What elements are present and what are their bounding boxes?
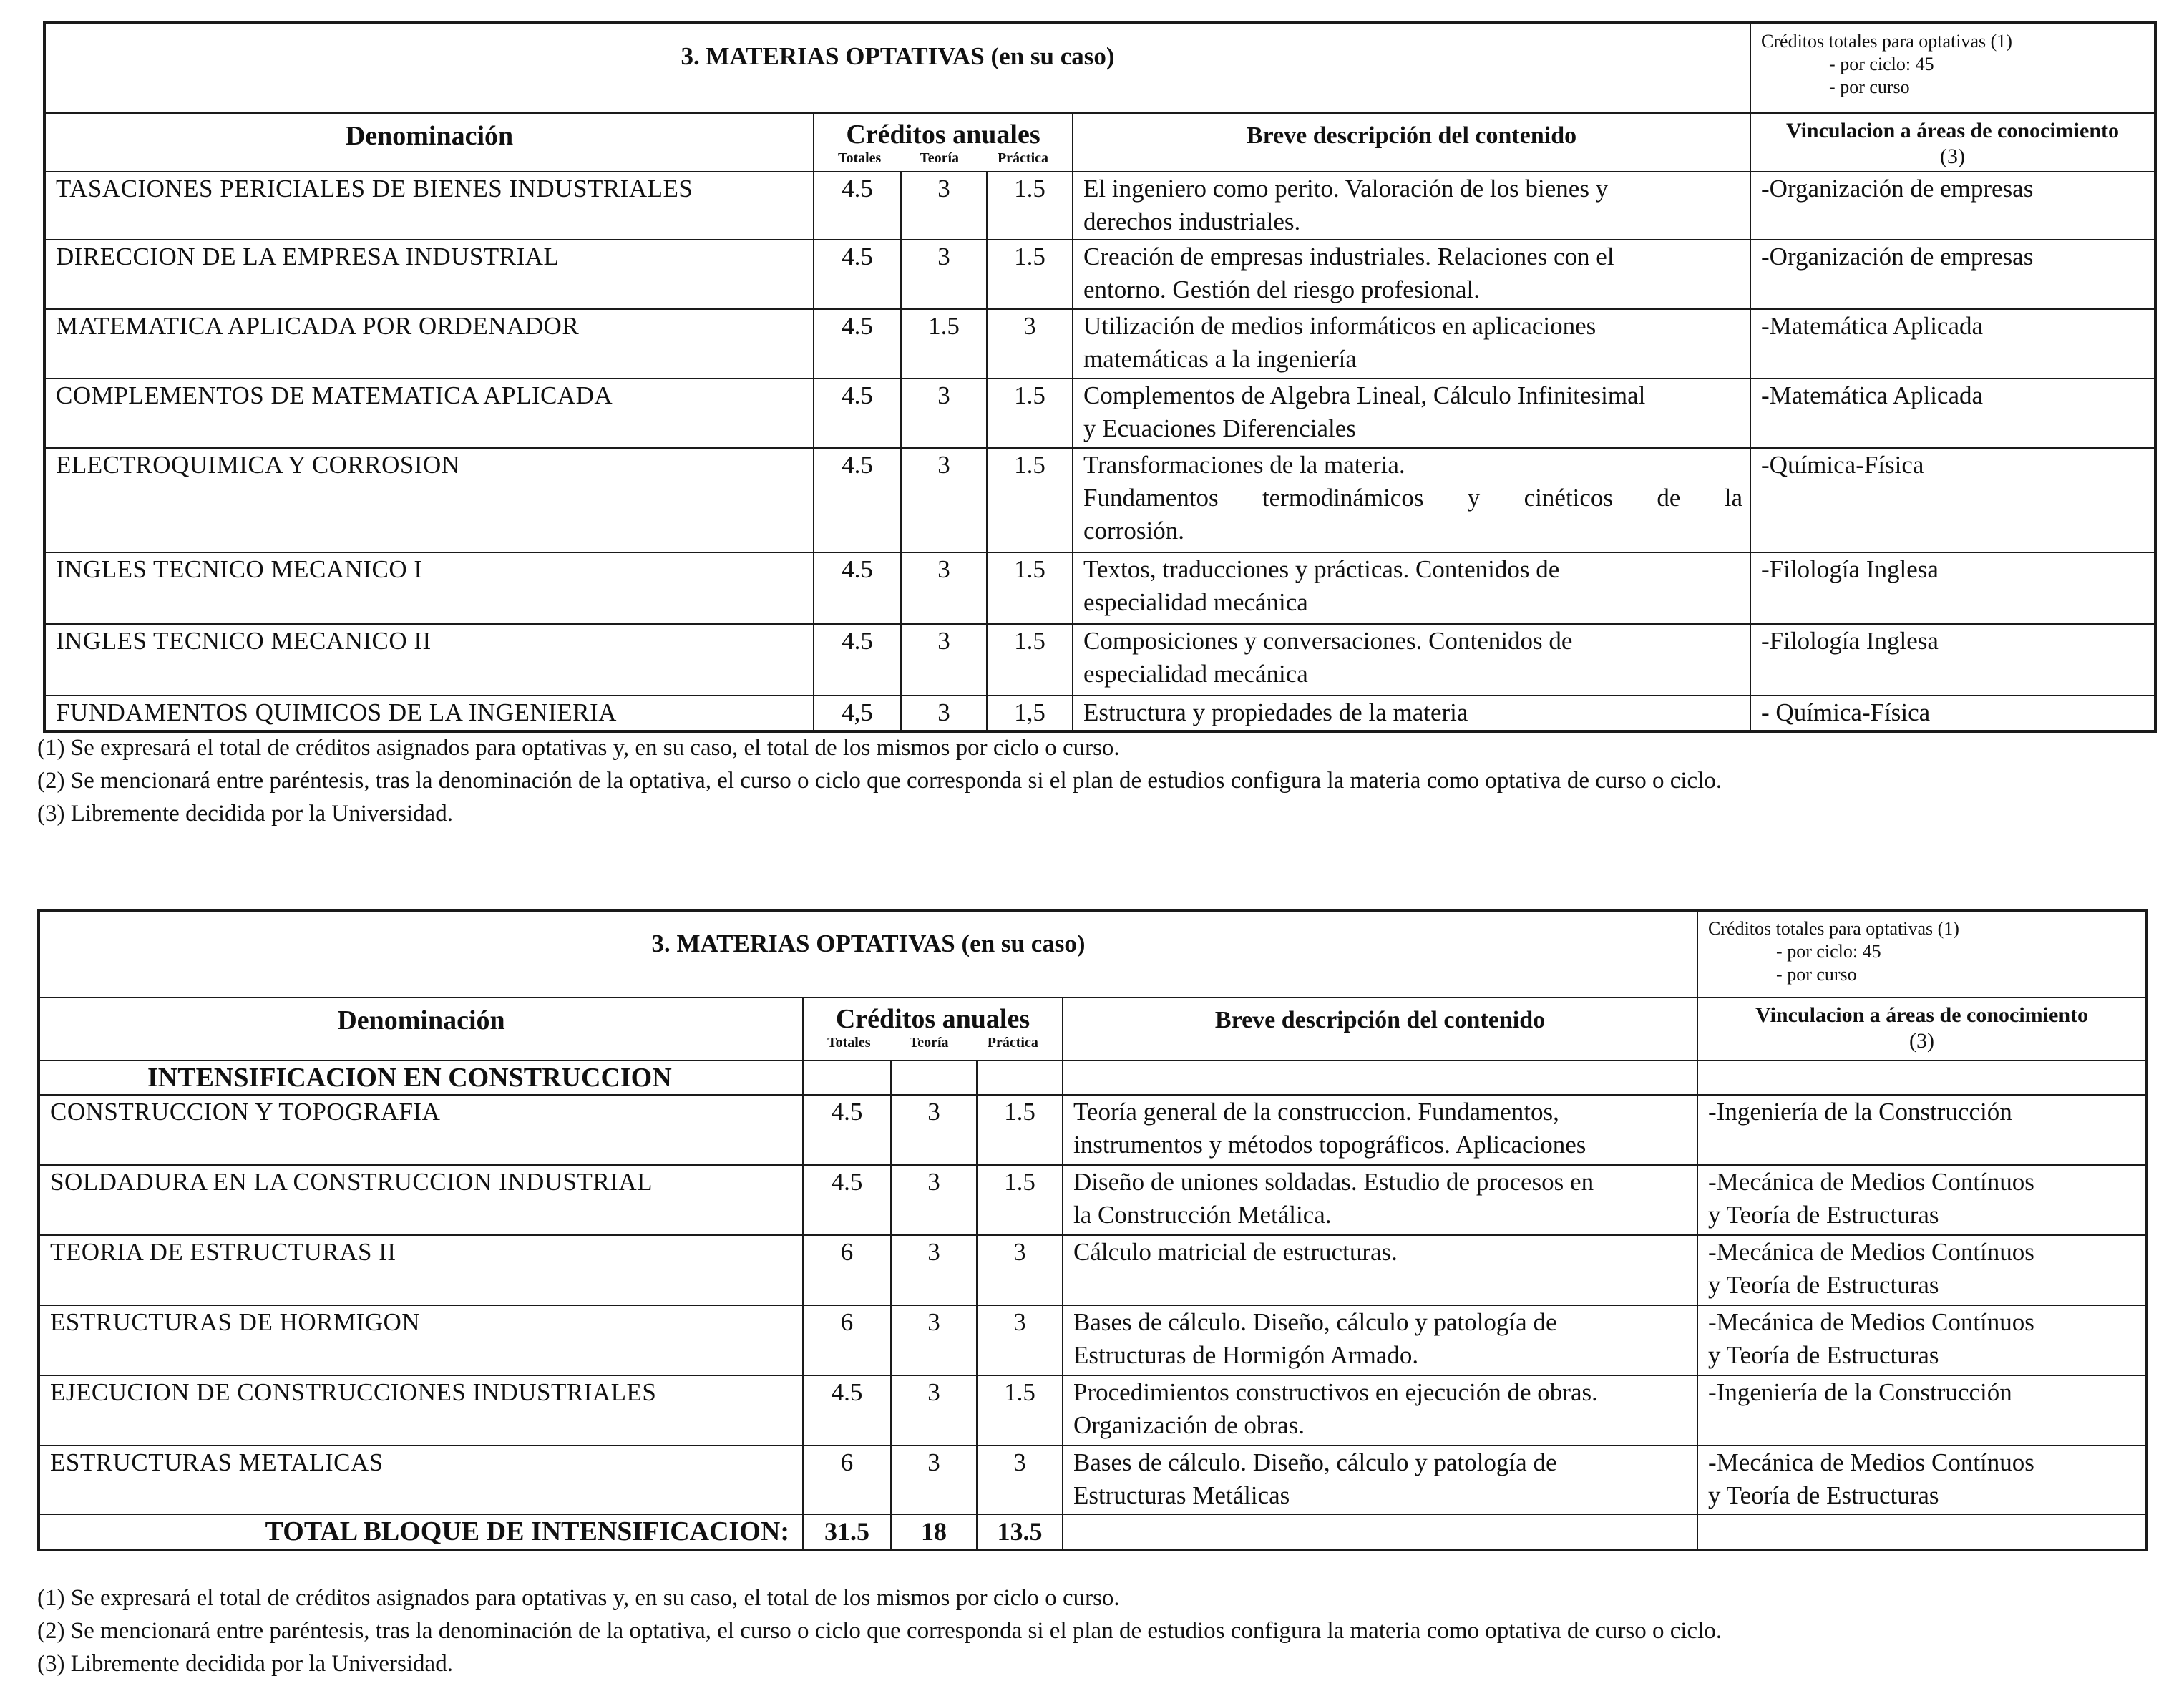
- description-line: derechos industriales.: [1083, 208, 1301, 235]
- empty-cell: [1063, 1514, 1697, 1550]
- table-row: [39, 1095, 2147, 1165]
- credits-teoria: 3: [901, 624, 987, 696]
- credits-practica: 1.5: [987, 448, 1073, 552]
- header-vinculacion: [1697, 998, 2147, 1061]
- area-line: -Filología Inglesa: [1761, 555, 1939, 583]
- header-totales: Totales: [837, 150, 882, 166]
- subject-description: [1073, 624, 1750, 696]
- area-line: -Matemática Aplicada: [1761, 381, 1984, 409]
- area-line: -Mecánica de Medios Contínuos: [1708, 1238, 2034, 1266]
- credits-practica: 3: [977, 1446, 1063, 1514]
- description-line: y Ecuaciones Diferenciales: [1083, 414, 1356, 442]
- description-line: Fundamentos termodinámicos y cinéticos de la: [1083, 484, 1743, 512]
- area-line: y Teoría de Estructuras: [1708, 1481, 1939, 1509]
- footnote: (1) Se expresará el total de créditos asignados para optativas y, en su caso, el total de los mismos por ciclo o curso.: [37, 735, 1120, 761]
- total-teoria: 18: [891, 1514, 977, 1550]
- header-practica: Práctica: [997, 150, 1049, 166]
- credits-teoria: 3: [901, 448, 987, 552]
- knowledge-area: [1697, 1095, 2147, 1165]
- description-line: Diseño de uniones soldadas. Estudio de procesos en: [1073, 1168, 1594, 1196]
- area-line: -Matemática Aplicada: [1761, 312, 1984, 340]
- table-row: [44, 309, 2155, 379]
- optativas-table-2: [37, 909, 2148, 1551]
- header-vinculacion: [1750, 113, 2155, 172]
- description-line: entorno. Gestión del riesgo profesional.: [1083, 276, 1481, 303]
- subject-name: TASACIONES PERICIALES DE BIENES INDUSTRIALES: [44, 172, 814, 240]
- total-row: [39, 1514, 2147, 1550]
- credits-practica: 3: [977, 1235, 1063, 1305]
- total-practica: 13.5: [977, 1514, 1063, 1550]
- subject-name: EJECUCION DE CONSTRUCCIONES INDUSTRIALES: [39, 1375, 803, 1446]
- subject-description: [1063, 1305, 1697, 1375]
- credits-teoria: 3: [901, 379, 987, 448]
- knowledge-area: [1697, 1235, 2147, 1305]
- credits-teoria: 1.5: [901, 309, 987, 379]
- table-row: [39, 1446, 2147, 1514]
- area-line: -Ingeniería de la Construcción: [1708, 1098, 2012, 1126]
- subject-name: ESTRUCTURAS METALICAS: [39, 1446, 803, 1514]
- subject-description: [1073, 240, 1750, 309]
- header-teoria: Teoría: [909, 1035, 949, 1051]
- credits-teoria: 3: [901, 552, 987, 624]
- description-line: instrumentos y métodos topográficos. Aplicaciones: [1073, 1131, 1586, 1159]
- credits-totales: 4.5: [814, 379, 901, 448]
- credits-totales: 4.5: [814, 624, 901, 696]
- empty-cell: [891, 1061, 977, 1095]
- subject-description: [1073, 552, 1750, 624]
- subject-description: [1063, 1165, 1697, 1235]
- footnote: (1) Se expresará el total de créditos asignados para optativas y, en su caso, el total de los mismos por ciclo o curso.: [37, 1585, 1120, 1611]
- total-label: TOTAL BLOQUE DE INTENSIFICACION:: [39, 1514, 803, 1550]
- credits-practica: 1.5: [987, 379, 1073, 448]
- subject-description: [1073, 448, 1750, 552]
- table-row: [44, 448, 2155, 552]
- table-row: [44, 624, 2155, 696]
- description-line: Estructuras de Hormigón Armado.: [1073, 1341, 1419, 1369]
- credits-totales: 4.5: [803, 1095, 891, 1165]
- header-creditos: [814, 113, 1073, 172]
- credits-teoria: 3: [891, 1235, 977, 1305]
- knowledge-area: [1750, 379, 2155, 448]
- header-vinculacion-label: Vinculacion a áreas de conocimiento: [1755, 1003, 2089, 1027]
- credits-practica: 1.5: [977, 1095, 1063, 1165]
- credits-totales: 6: [803, 1446, 891, 1514]
- description-line: Transformaciones de la materia.: [1083, 451, 1405, 479]
- section-heading: INTENSIFICACION EN CONSTRUCCION: [39, 1061, 803, 1095]
- header-descripcion: Breve descripción del contenido: [1073, 113, 1750, 172]
- area-line: -Organización de empresas: [1761, 243, 2034, 271]
- subject-name: DIRECCION DE LA EMPRESA INDUSTRIAL: [44, 240, 814, 309]
- footnotes: [37, 1582, 1722, 1680]
- header-vinculacion-label: Vinculacion a áreas de conocimiento: [1786, 119, 2120, 142]
- area-line: -Química-Física: [1761, 451, 1924, 479]
- credits-totales: 4.5: [803, 1375, 891, 1446]
- subject-name: TEORIA DE ESTRUCTURAS II: [39, 1235, 803, 1305]
- knowledge-area: [1697, 1305, 2147, 1375]
- footnote: (3) Libremente decidida por la Universidad.: [37, 801, 453, 827]
- subject-description: [1073, 696, 1750, 731]
- description-line: especialidad mecánica: [1083, 660, 1308, 688]
- table-row: [44, 172, 2155, 240]
- credits-totales: 4.5: [803, 1165, 891, 1235]
- knowledge-area: [1750, 240, 2155, 309]
- credits-totales: 4.5: [814, 240, 901, 309]
- subject-name: MATEMATICA APLICADA POR ORDENADOR: [44, 309, 814, 379]
- credits-practica: 1.5: [977, 1375, 1063, 1446]
- knowledge-area: [1750, 309, 2155, 379]
- subject-name: CONSTRUCCION Y TOPOGRAFIA: [39, 1095, 803, 1165]
- description-line: especialidad mecánica: [1083, 588, 1308, 616]
- subject-description: [1073, 309, 1750, 379]
- description-line: matemáticas a la ingeniería: [1083, 345, 1357, 373]
- credits-totales: 6: [803, 1235, 891, 1305]
- credits-totales: 4.5: [814, 309, 901, 379]
- area-line: -Ingeniería de la Construcción: [1708, 1378, 2012, 1406]
- area-line: y Teoría de Estructuras: [1708, 1201, 1939, 1229]
- empty-cell: [1063, 1061, 1697, 1095]
- header-totales: Totales: [827, 1035, 871, 1051]
- empty-cell: [977, 1061, 1063, 1095]
- table-row: [44, 240, 2155, 309]
- credits-practica: 1.5: [987, 552, 1073, 624]
- area-line: -Organización de empresas: [1761, 175, 2034, 203]
- area-line: -Filología Inglesa: [1761, 627, 1939, 655]
- header-practica: Práctica: [987, 1035, 1038, 1051]
- subject-name: FUNDAMENTOS QUIMICOS DE LA INGENIERIA: [44, 696, 814, 731]
- description-line: Bases de cálculo. Diseño, cálculo y patología de: [1073, 1448, 1557, 1476]
- knowledge-area: [1750, 552, 2155, 624]
- credits-teoria: 3: [891, 1095, 977, 1165]
- credits-practica: 3: [977, 1305, 1063, 1375]
- area-line: - Química-Física: [1761, 698, 1931, 726]
- optativas-table-1: [43, 21, 2157, 733]
- table-row: [39, 1305, 2147, 1375]
- credits-practica: 3: [987, 309, 1073, 379]
- credits-practica: 1.5: [987, 240, 1073, 309]
- description-line: Utilización de medios informáticos en aplicaciones: [1083, 312, 1596, 340]
- credits-totales: 4.5: [814, 448, 901, 552]
- header-denominacion: Denominación: [39, 998, 803, 1061]
- subject-description: [1063, 1095, 1697, 1165]
- credits-teoria: 3: [901, 172, 987, 240]
- subject-description: [1063, 1375, 1697, 1446]
- description-line: Composiciones y conversaciones. Contenidos de: [1083, 627, 1573, 655]
- description-line: Teoría general de la construccion. Fundamentos,: [1073, 1098, 1559, 1126]
- credits-note-line: - por ciclo: 45: [1829, 54, 1934, 74]
- credits-teoria: 3: [891, 1305, 977, 1375]
- credits-practica: 1.5: [987, 624, 1073, 696]
- credits-note: [1750, 23, 2155, 113]
- empty-cell: [803, 1061, 891, 1095]
- credits-teoria: 3: [891, 1165, 977, 1235]
- description-line: Textos, traducciones y prácticas. Contenidos de: [1083, 555, 1560, 583]
- subject-name: INGLES TECNICO MECANICO II: [44, 624, 814, 696]
- description-line: Procedimientos constructivos en ejecución de obras.: [1073, 1378, 1598, 1406]
- header-creditos-label: Créditos anuales: [835, 1004, 1030, 1034]
- subject-name: ESTRUCTURAS DE HORMIGON: [39, 1305, 803, 1375]
- subject-name: ELECTROQUIMICA Y CORROSION: [44, 448, 814, 552]
- description-line: Bases de cálculo. Diseño, cálculo y patología de: [1073, 1308, 1557, 1336]
- knowledge-area: [1750, 172, 2155, 240]
- credits-totales: 4.5: [814, 552, 901, 624]
- subject-description: [1073, 172, 1750, 240]
- footnote: (2) Se mencionará entre paréntesis, tras la denominación de la optativa, el curso o ciclo que corresponda si el plan de estudios configura la materia como optativa de curso o ciclo.: [37, 768, 1722, 794]
- table-row: [44, 379, 2155, 448]
- credits-note-line: - por curso: [1776, 964, 1857, 985]
- credits-totales: 6: [803, 1305, 891, 1375]
- knowledge-area: [1750, 624, 2155, 696]
- description-line: Estructura y propiedades de la materia: [1083, 698, 1468, 726]
- description-line: Organización de obras.: [1073, 1411, 1305, 1439]
- knowledge-area: [1750, 448, 2155, 552]
- description-line: la Construcción Metálica.: [1073, 1201, 1332, 1229]
- subject-description: [1073, 379, 1750, 448]
- table-row: [39, 1235, 2147, 1305]
- area-line: -Mecánica de Medios Contínuos: [1708, 1168, 2034, 1196]
- description-line: El ingeniero como perito. Valoración de los bienes y: [1083, 175, 1609, 203]
- subject-description: [1063, 1235, 1697, 1305]
- table-title: 3. MATERIAS OPTATIVAS (en su caso): [39, 910, 1697, 998]
- knowledge-area: [1750, 696, 2155, 731]
- credits-teoria: 3: [891, 1446, 977, 1514]
- table-row: [44, 696, 2155, 731]
- credits-totales: 4,5: [814, 696, 901, 731]
- credits-teoria: 3: [891, 1375, 977, 1446]
- knowledge-area: [1697, 1165, 2147, 1235]
- description-line: Cálculo matricial de estructuras.: [1073, 1238, 1398, 1266]
- table-title: 3. MATERIAS OPTATIVAS (en su caso): [44, 23, 1750, 113]
- total-totales: 31.5: [803, 1514, 891, 1550]
- credits-note-line: Créditos totales para optativas (1): [1708, 918, 1959, 939]
- knowledge-area: [1697, 1446, 2147, 1514]
- header-creditos-label: Créditos anuales: [846, 120, 1040, 150]
- credits-practica: 1,5: [987, 696, 1073, 731]
- header-creditos: [803, 998, 1063, 1061]
- header-teoria: Teoría: [920, 150, 960, 166]
- empty-cell: [1697, 1061, 2147, 1095]
- header-denominacion: Denominación: [44, 113, 814, 172]
- footnote: (3) Libremente decidida por la Universidad.: [37, 1651, 453, 1677]
- credits-teoria: 3: [901, 240, 987, 309]
- description-line: Estructuras Metálicas: [1073, 1481, 1290, 1509]
- credits-practica: 1.5: [977, 1165, 1063, 1235]
- empty-cell: [1697, 1514, 2147, 1550]
- table-row: [39, 1375, 2147, 1446]
- description-line: Complementos de Algebra Lineal, Cálculo Infinitesimal: [1083, 381, 1646, 409]
- subject-name: INGLES TECNICO MECANICO I: [44, 552, 814, 624]
- area-line: -Mecánica de Medios Contínuos: [1708, 1448, 2034, 1476]
- description-line: corrosión.: [1083, 517, 1184, 545]
- credits-note-line: Créditos totales para optativas (1): [1761, 31, 2012, 52]
- table-row: [39, 1165, 2147, 1235]
- description-line: Creación de empresas industriales. Relaciones con el: [1083, 243, 1614, 271]
- subject-name: COMPLEMENTOS DE MATEMATICA APLICADA: [44, 379, 814, 448]
- header-descripcion: Breve descripción del contenido: [1063, 998, 1697, 1061]
- credits-note: [1697, 910, 2147, 998]
- knowledge-area: [1697, 1375, 2147, 1446]
- credits-totales: 4.5: [814, 172, 901, 240]
- footnotes: [37, 731, 1722, 830]
- area-line: -Mecánica de Medios Contínuos: [1708, 1308, 2034, 1336]
- credits-teoria: 3: [901, 696, 987, 731]
- area-line: y Teoría de Estructuras: [1708, 1271, 1939, 1299]
- table-row: [44, 552, 2155, 624]
- header-vinculacion-ref: (3): [1909, 1029, 1935, 1053]
- subject-name: SOLDADURA EN LA CONSTRUCCION INDUSTRIAL: [39, 1165, 803, 1235]
- credits-note-line: - por curso: [1829, 77, 1910, 97]
- credits-practica: 1.5: [987, 172, 1073, 240]
- footnote: (2) Se mencionará entre paréntesis, tras la denominación de la optativa, el curso o ciclo que corresponda si el plan de estudios configura la materia como optativa de curso o ciclo.: [37, 1618, 1722, 1644]
- subject-description: [1063, 1446, 1697, 1514]
- credits-note-line: - por ciclo: 45: [1776, 941, 1881, 962]
- header-vinculacion-ref: (3): [1940, 145, 1966, 168]
- area-line: y Teoría de Estructuras: [1708, 1341, 1939, 1369]
